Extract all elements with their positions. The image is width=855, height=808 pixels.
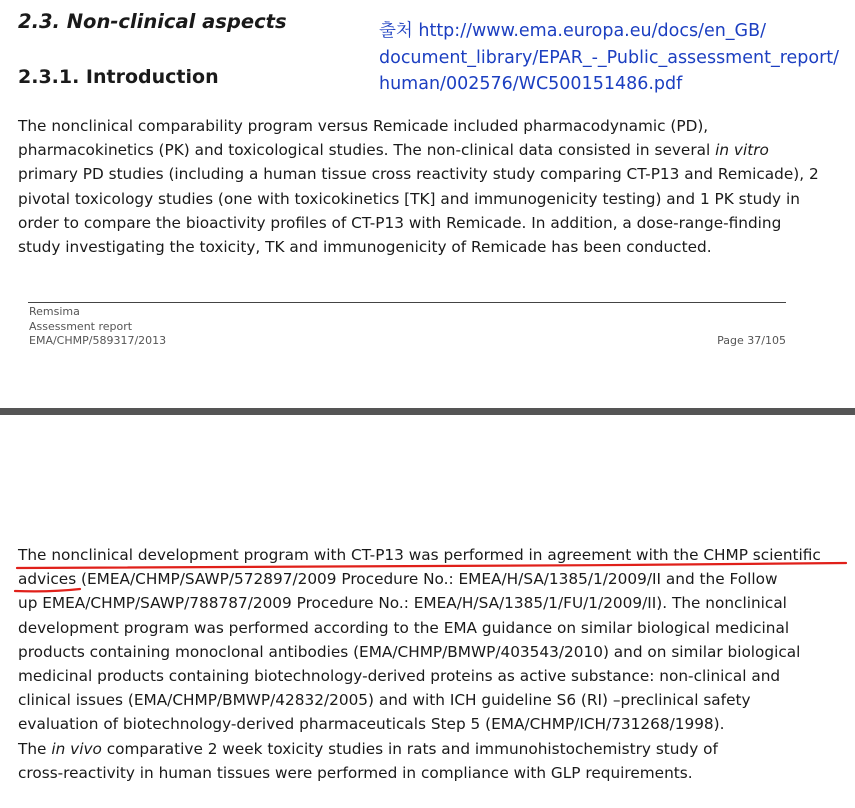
dev-line-9 [18,737,821,761]
intro-line-6: study investigating the toxicity, TK and immunogenicity of Remicade has been conducted. [18,238,712,257]
intro-line-2-italic: in vitro [715,141,769,160]
dev-line-6: medicinal products containing biotechnology-derived proteins as active substance: non-clinical and [18,667,781,686]
dev-line-1: The nonclinical development program with CT-P13 was performed in agreement with the CHMP scientific [18,546,821,564]
footer-meta [29,305,166,349]
dev-line-3: up EMEA/CHMP/SAWP/788787/2009 Procedure No.: EMEA/H/SA/1385/1/FU/1/2009/II). The nonclinical [18,594,787,613]
dev-line-9-a: The [18,739,52,758]
footer-doc-ref: EMA/CHMP/589317/2013 [29,334,167,347]
intro-paragraph [18,114,819,259]
footer-product: Remsima [29,305,80,318]
dev-line-4: development program was performed according to the EMA guidance on similar biological medicinal [18,618,790,637]
intro-line-2-text: pharmacokinetics (PK) and toxicological studies. The non-clinical data consisted in several [18,141,711,160]
page-divider [0,408,855,415]
dev-line-9-italic: in vivo [51,739,102,758]
dev-line-7: clinical issues (EMA/CHMP/BMWP/42832/2005) and with ICH guideline S6 (RI) –preclinical safety [18,691,751,710]
footer-page-number: Page 37/105 [717,334,786,347]
footer-doc-type: Assessment report [29,319,133,333]
dev-line-2-text: (EMEA/CHMP/SAWP/572897/2009 Procedure No.: EMEA/H/SA/1385/1/2009/II and the Follow [76,570,778,589]
dev-line-9-b: comparative 2 week toxicity studies in rats and immunohistochemistry study of [101,739,718,758]
dev-line-5: products containing monoclonal antibodies (EMA/CHMP/BMWP/403543/2010) and on similar biological [18,642,801,661]
dev-line-2-highlight: advices [18,570,77,589]
subsection-heading: 2.3.1. Introduction [18,66,219,88]
footer-rule [28,302,786,303]
source-line-3: human/002576/WC500151486.pdf [379,74,683,94]
intro-line-3: primary PD studies (including a human tissue cross reactivity study comparing CT-P13 and Remicade), 2 [18,165,819,184]
dev-line-8: evaluation of biotechnology-derived pharmaceuticals Step 5 (EMA/CHMP/ICH/731268/1998). [18,715,725,734]
dev-line-2 [18,567,821,591]
source-note [379,18,839,98]
intro-line-4: pivotal toxicology studies (one with toxicokinetics [TK] and immunogenicity testing) and 1 PK study in [18,189,800,208]
intro-line-1: The nonclinical comparability program versus Remicade included pharmacodynamic (PD), [18,117,709,135]
development-paragraph [18,543,821,785]
source-line-1: 출처 http://www.ema.europa.eu/docs/en_GB/ [379,21,767,41]
section-heading: 2.3. Non-clinical aspects [18,10,287,33]
intro-line-2 [18,138,819,162]
intro-line-5: order to compare the bioactivity profiles of CT-P13 with Remicade. In addition, a dose-range-finding [18,213,782,232]
dev-line-10: cross-reactivity in human tissues were performed in compliance with GLP requirements. [18,763,693,782]
source-line-2: document_library/EPAR_-_Public_assessment_report/ [379,47,840,68]
